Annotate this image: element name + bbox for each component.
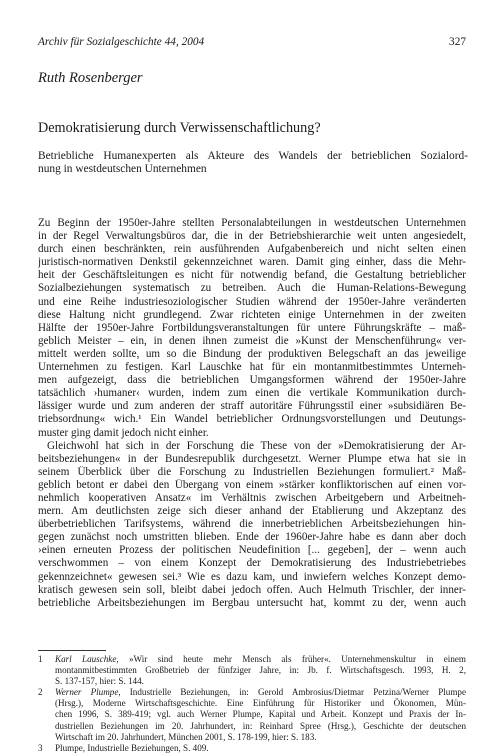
- footnote-number: 2: [38, 687, 43, 698]
- footnote-line: Werner Plumpe, Industrielle Beziehungen, in: Gerold Ambrosius/Dietmar Petzina/Werner Plumpe: [55, 687, 466, 698]
- body-line: diese Haltung nicht grundlegend. Zwar richteten einige Unternehmen in der zweiten: [38, 308, 466, 321]
- body-line: Gleichwohl hat sich in der Forschung die These von der »Demokratisierung der Ar-: [47, 439, 466, 452]
- body-line: seinem Überblick über die Forschung zu Industriellen Beziehungen formuliert.² Maß-: [38, 465, 466, 478]
- body-line: geblich betont er dabei den Übergang von einem »stärker konfliktorischen auf einen vor-: [38, 478, 466, 491]
- body-line: tatsächlich ›humaner‹ wurden, indem zum einen die vertikale Kommunikation durch-: [38, 387, 466, 400]
- body-line: muster ging damit jedoch nicht einher.: [38, 426, 209, 439]
- footnote-line: Karl Lauschke, »Wir sind heute mehr Mensch als früher«. Unternehmenskultur in einem: [55, 654, 466, 664]
- body-line: Hälfte der 1950er-Jahre Fortbildungsveranstaltungen für untere Führungskräfte – maß-: [38, 321, 466, 334]
- body-line: Zu Beginn der 1950er-Jahre stellten Personalabteilungen in westdeutschen Unternehmen: [38, 217, 466, 229]
- body-line: überbetrieblichen Tarifsystems, während die innerbetrieblichen Arbeitsbeziehungen hin-: [38, 518, 466, 531]
- body-line: Unternehmen zu festigen. Karl Lauschke hat für ein montanmitbestimmtes Unterneh-: [38, 361, 466, 374]
- footnote: [38, 654, 466, 687]
- footnote-number: 3: [38, 742, 43, 753]
- footnote: [38, 687, 466, 742]
- article-author: Ruth Rosenberger: [38, 70, 143, 86]
- footnote-number: 1: [38, 654, 43, 664]
- body-line: lässiger wurde und zum anderen der straff autoritäre Führungsstil einer »subsidiären Be-: [38, 400, 466, 413]
- body-line: verschwommen – von einem Konzept der Demokratisierung des Industriebetriebes: [38, 557, 466, 570]
- body-line: betriebliche Arbeitsbeziehungen im Bergbau untersucht hat, kommt zu der, wenn auch: [38, 596, 466, 609]
- body-line: durch einen beschränkten, rein ausführenden Aufgabenbereich und nicht selten einen: [38, 243, 466, 256]
- footnote-line: Plumpe, Industrielle Beziehungen, S. 409.: [55, 742, 209, 753]
- article-subtitle: [38, 150, 468, 176]
- footnote-author-name: Karl Lauschke: [55, 654, 117, 664]
- body-line: ›einen erneuten Prozess der politischen Neudefinition [... gegeben], der – wenn auch: [38, 544, 466, 557]
- body-line: mern. Am deutlichsten zeige sich dieser anhand der Etablierung und Akzeptanz des: [38, 505, 466, 518]
- running-header: [38, 36, 466, 52]
- body-line: beitsbeziehungen« in der Bundesrepublik durchgesetzt. Werner Plumpe etwa hat sie in: [38, 452, 466, 465]
- footnote-line: (Hrsg.), Moderne Wirtschaftsgeschichte. Eine Einführung für Historiker und Ökonomen, Mün-: [55, 698, 466, 709]
- subtitle-line: Betriebliche Humanexperten als Akteure des Wandels der betrieblichen Sozialord-: [38, 150, 468, 162]
- body-line: nehmlich kooperativen Ansatz« im Verhältnis zwischen Arbeitgebern und Arbeitneh-: [38, 491, 466, 504]
- footnote-line: dustriellen Beziehungen im 20. Jahrhundert, in: Reinhard Spree (Hrsg.), Geschichte der deutschen: [55, 720, 466, 731]
- journal-citation: Archiv für Sozialgeschichte 44, 2004: [38, 36, 205, 48]
- body-line: mittelt werden sollte, um so die Bindung der produktiven Belegschaft an das jeweilige: [38, 347, 466, 360]
- body-line: Sozialbeziehungen systematisch zu betreiben. Auch die Human-Relations-Bewegung: [38, 282, 466, 295]
- footnote-line: montanmitbestimmten Großbetrieb der fünfziger Jahre, in: Jb. f. Wirtschaftsgesch. 1993, H. 2,: [55, 665, 466, 676]
- footnote-line: S. 137-157, hier: S. 144.: [55, 676, 144, 687]
- body-text: [38, 217, 466, 610]
- article-title: Demokratisierung durch Verwissenschaftlichung?: [38, 120, 321, 136]
- body-line: und eine Reihe industriesoziologischer Studien während der 1950er-Jahre veränderten: [38, 295, 466, 308]
- footnote-separator: [38, 650, 106, 651]
- body-line: gegen zunächst noch umstritten blieben. Ende der 1960er-Jahre habe es dann aber doch: [38, 531, 466, 544]
- body-line: gekennzeichnet« gewesen sei.³ Wie es dazu kam, und inwiefern welches Konzept demo-: [38, 570, 466, 583]
- footnote-author-name: Werner Plumpe: [55, 687, 119, 698]
- footnote: [38, 743, 466, 754]
- body-line: in der Regel Verwaltungsbüros dar, die in der Betriebshierarchie weit unten angesiedelt,: [38, 230, 466, 243]
- subtitle-line: nung in westdeutschen Unternehmen: [38, 163, 207, 176]
- footnotes: [38, 654, 466, 754]
- body-line: triebsordnung« wich.¹ Ein Wandel betrieblicher Ordnungsvorstellungen und Deutungs-: [38, 413, 466, 426]
- body-line: men aufgezeigt, dass die betrieblichen Umgangsformen während der 1950er-Jahre: [38, 374, 466, 387]
- body-line: geblich Meister – ein, in denen ihnen zumeist die »Kunst der Menschenführung« ver-: [38, 334, 466, 347]
- body-line: kratisch gewesen sein soll, bleibt dabei jedoch offen. Auch Helmuth Trischler, der inner-: [38, 583, 466, 596]
- body-line: juristisch-normativen Denkstil gekennzeichnet waren. Damit ging einher, dass die Mehr-: [38, 256, 466, 269]
- footnote-line: chen 1996, S. 389-419; vgl. auch Werner Plumpe, Kapital und Arbeit. Konzept und Praxis der In-: [55, 709, 466, 720]
- footnote-line: Wirtschaft im 20. Jahrhundert, München 2001, S. 178-199, hier: S. 183.: [55, 731, 317, 742]
- body-line: heit der Geschäftsleitungen es nicht für notwendig befand, die Gestaltung betrieblicher: [38, 269, 466, 282]
- page-number: 327: [449, 36, 466, 48]
